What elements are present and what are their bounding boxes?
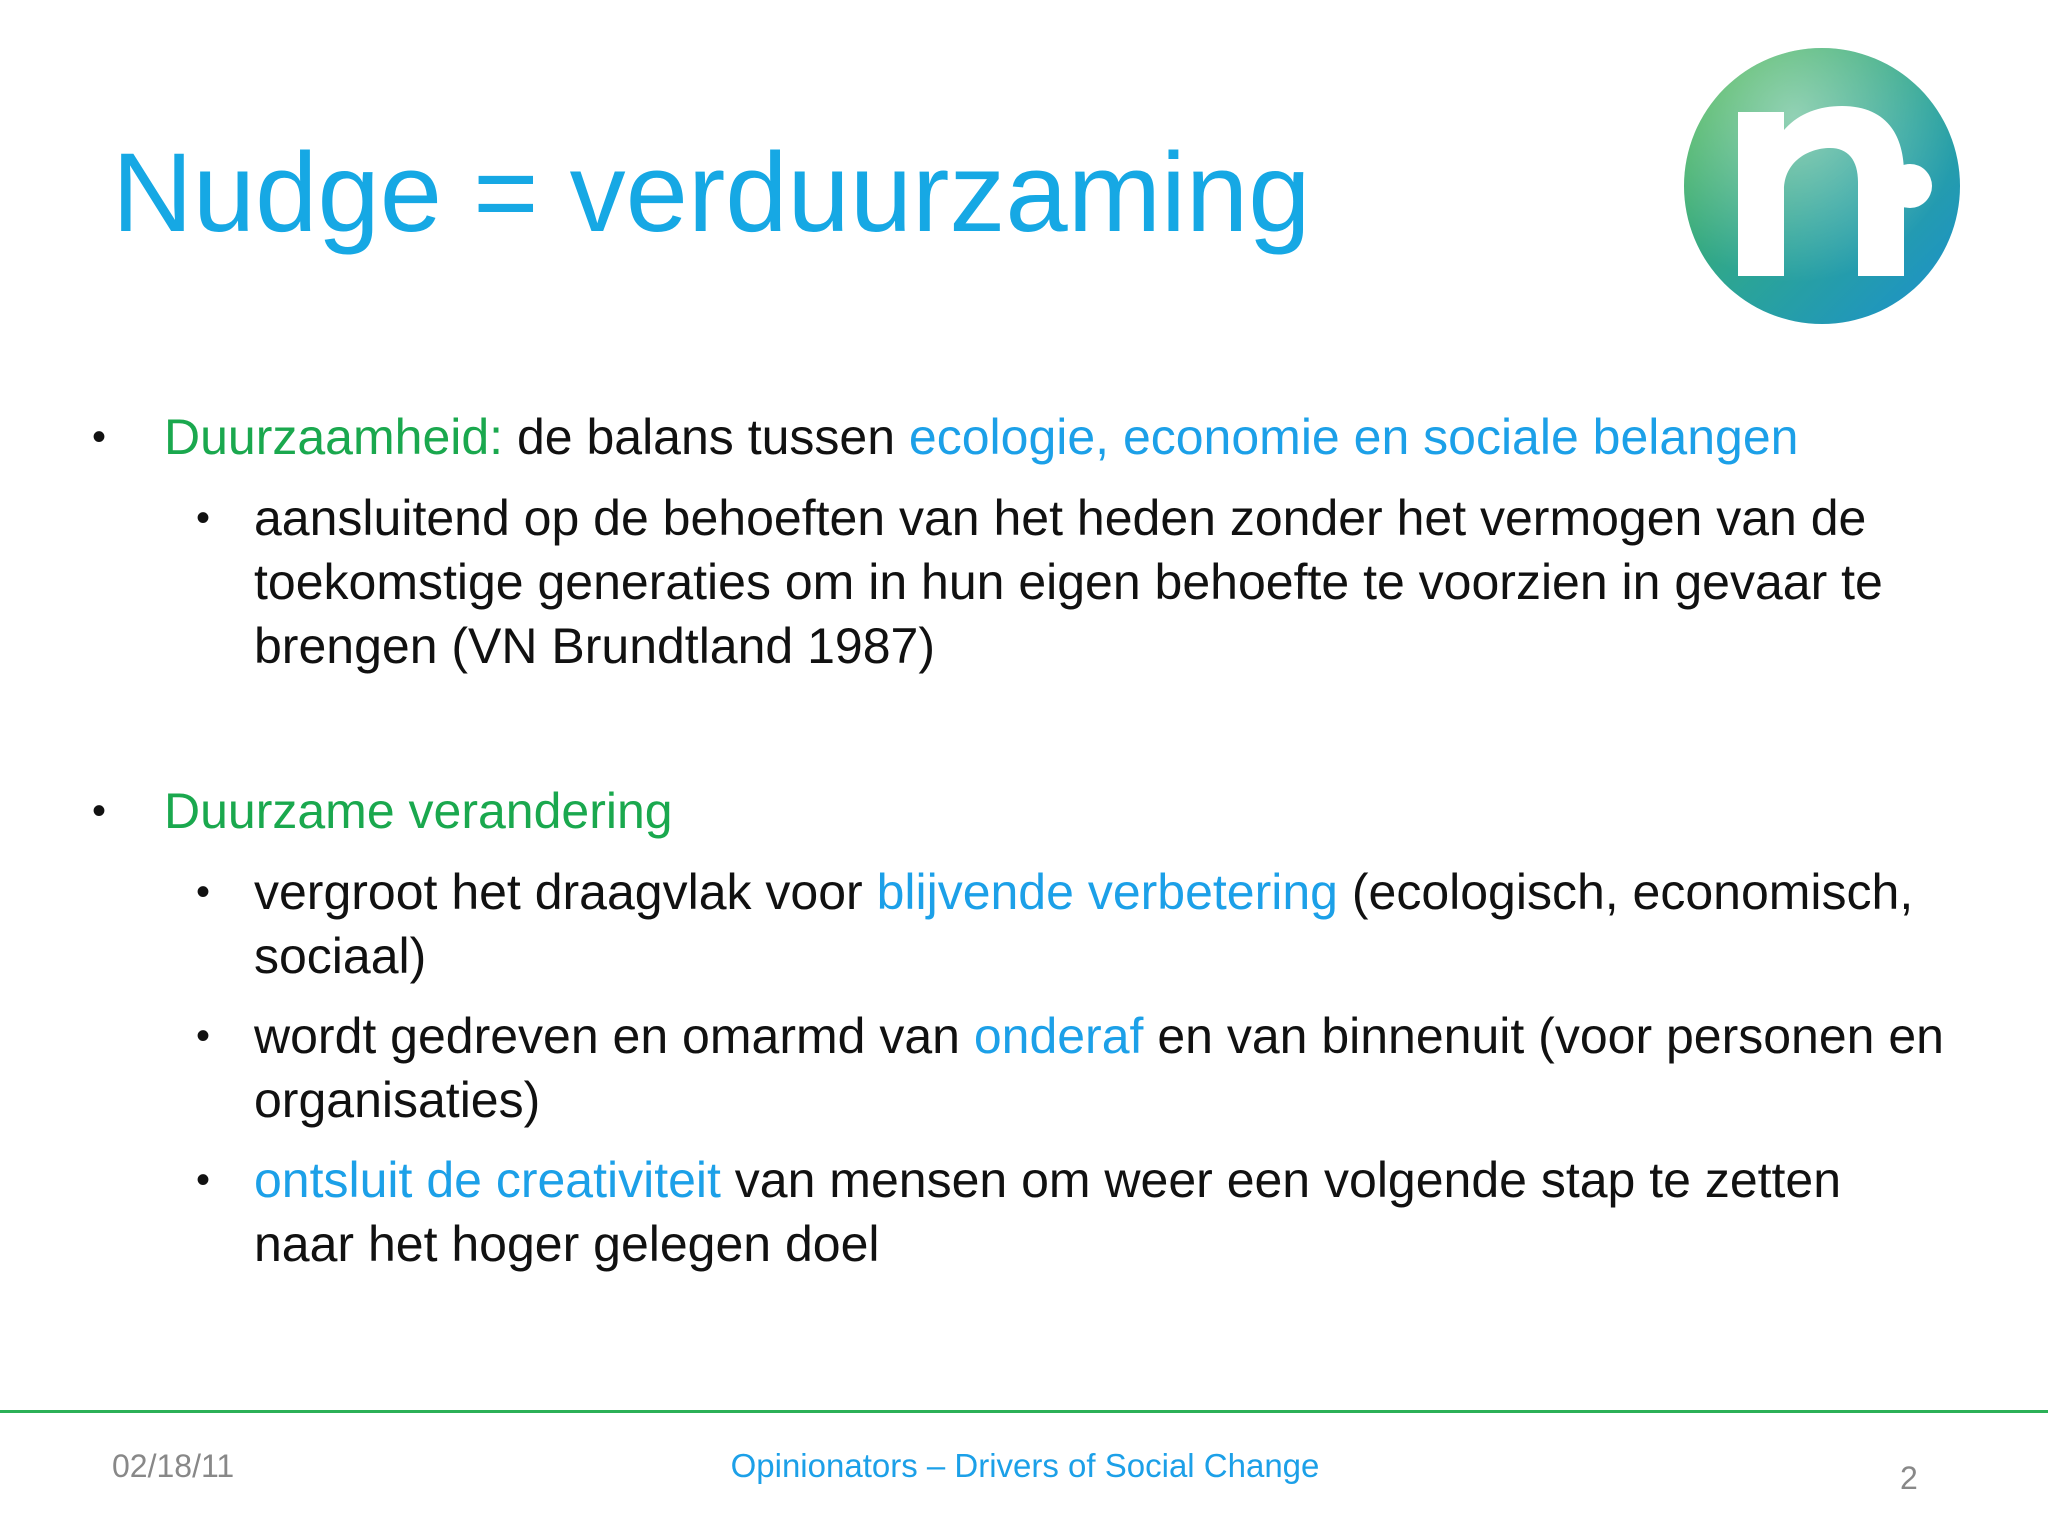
term-duurzame-verandering: Duurzame verandering [164,783,673,839]
bullet-text-segment: (ecologisch, economisch, sociaal) [254,864,1914,984]
bullet-dot: • [196,496,211,540]
bullet-highlight: onderaf [973,1008,1144,1064]
bullet-dot: • [92,415,107,459]
sub-bullet-item [196,1148,1954,1276]
sub-bullet-item [196,1004,1954,1132]
bullet-dot: • [92,789,107,833]
bullet-dot: • [196,1158,211,1202]
bullet-text-segment: en van binnenuit (voor personen en organisaties) [254,1008,1944,1128]
footer-title: Opinionators – Drivers of Social Change [730,1447,1320,1484]
bullet-text-segment: de balans tussen [503,409,909,465]
bullet-dot: • [196,870,211,914]
bullet-highlight: ecologie, economie en sociale belangen [908,409,1799,465]
bullet-item [92,779,2024,843]
term-duurzaamheid: Duurzaamheid: [164,409,504,465]
bullet-text [254,1004,1954,1132]
page-number: 2 [1900,1460,1918,1496]
bullet-item [92,405,2024,469]
bullet-text-segment: vergroot het draagvlak voor [254,864,877,920]
bullet-text [164,405,2024,469]
opinionators-n-logo-icon [1680,44,1964,328]
bullet-text: aansluitend op de behoeften van het heden zonder het vermogen van de toekomstige generaties om in hun eigen behoefte te voorzien in gevaar te brengen (VN Brundtland 1987) [254,490,1883,674]
footer-date: 02/18/11 [112,1448,235,1484]
bullet-text [254,860,1954,988]
sub-bullet-item [196,860,1954,988]
bullet-highlight: blijvende verbetering [876,864,1338,920]
bullet-text-segment: van mensen om weer een volgende stap te zetten naar het hoger gelegen doel [254,1152,1842,1272]
bullet-text-segment: wordt gedreven en omarmd van [254,1008,974,1064]
bullet-highlight: ontsluit de creativiteit [254,1152,721,1208]
bullet-dot: • [196,1014,211,1058]
footer-divider [0,1410,2048,1413]
sub-bullet-item [196,486,1954,678]
bullet-text [254,1148,1954,1276]
slide-title: Nudge = verduurzaming [112,130,1311,255]
